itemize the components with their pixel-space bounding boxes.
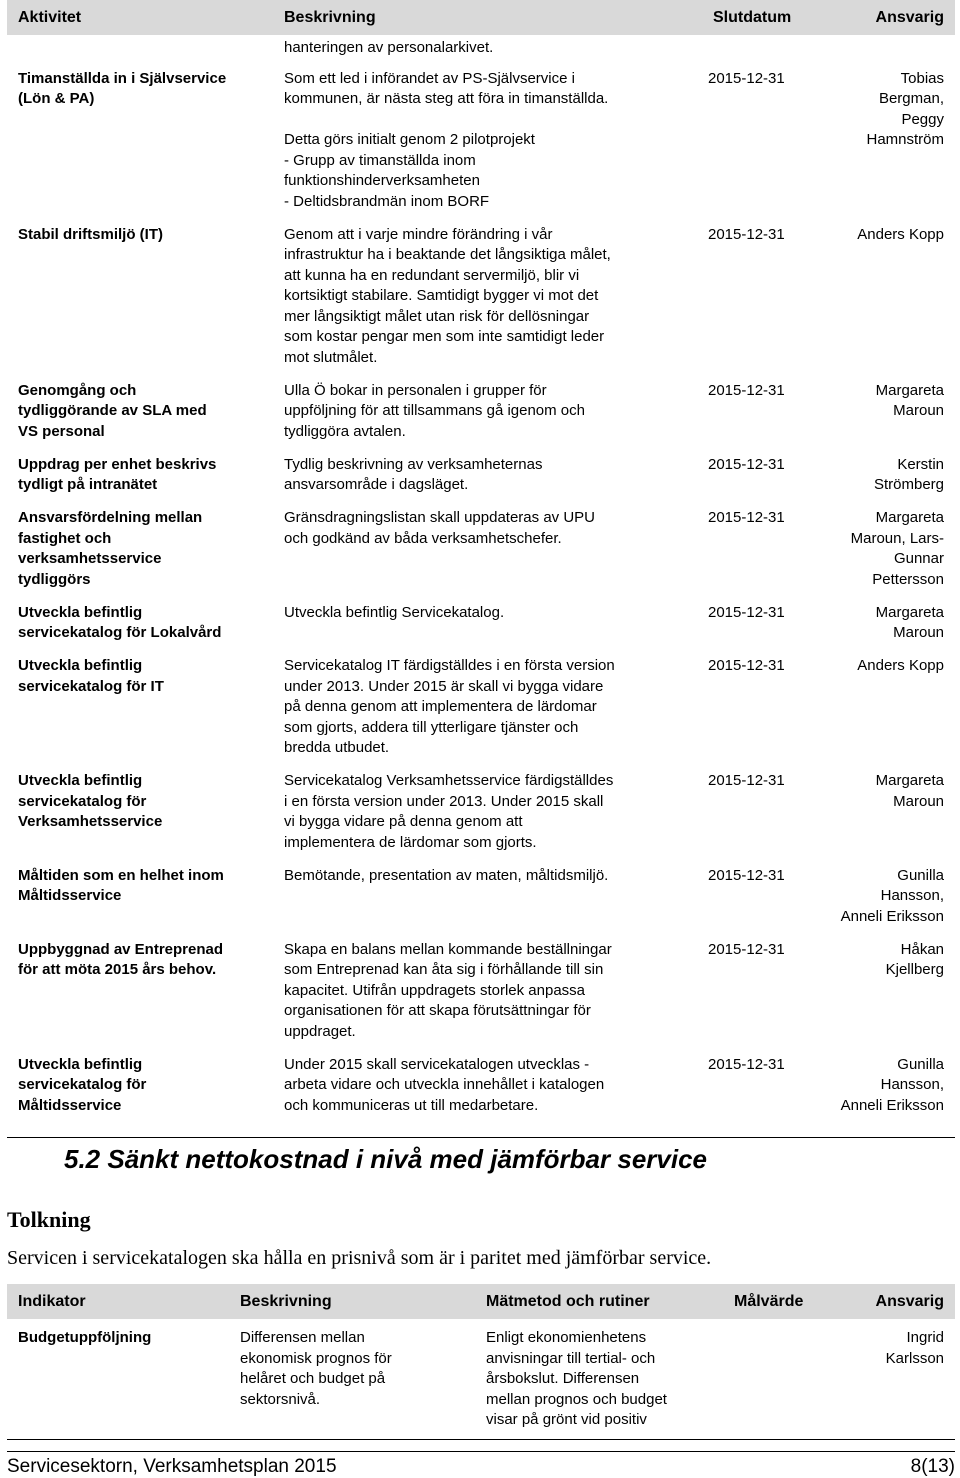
method-cell: Enligt ekonomienhetens anvisningar till tertial- och årsbokslut. Differensen mellan prognos och budget visar på grönt vid positiv [486, 1329, 667, 1428]
description-cell: Tydlig beskrivning av verksamheternas ansvarsområde i dagsläget. [284, 455, 543, 493]
activity-table [7, 0, 955, 1138]
table-row [7, 866, 955, 928]
description-cell: Ulla Ö bokar in personalen i grupper för uppföljning för att tillsammans gå igenom och tydliggöra avtalen. [284, 381, 585, 440]
end-date-cell: 2015-12-31 [708, 866, 785, 884]
responsible-cell: Anders Kopp [857, 657, 944, 674]
description-cell: Som ett led i införandet av PS-Självservice i kommunen, är nästa steg att föra in timanställda. Detta görs initialt genom 2 pilotprojekt - Grupp av timanställda inom funktionshinderverksamheten - Deltidsbrandmän inom BORF [284, 69, 609, 210]
header-indicator: Indikator [18, 1292, 86, 1310]
end-date-cell: 2015-12-31 [708, 225, 785, 243]
header-responsible: Ansvarig [875, 8, 944, 26]
activity-cell: Måltiden som en helhet inom Måltidsservice [18, 866, 224, 904]
table-row [7, 225, 955, 369]
header-method: Mätmetod och rutiner [486, 1292, 650, 1310]
activity-table-body [7, 38, 955, 1138]
table-row [7, 656, 955, 759]
indicator-table-body [7, 1319, 955, 1440]
target-cell [734, 1328, 834, 1431]
activity-cell: Utveckla befintlig servicekatalog för IT [18, 657, 164, 695]
table-row [7, 381, 955, 443]
description-cell: Bemötande, presentation av maten, måltidsmiljö. [284, 866, 609, 884]
description-cell: Differensen mellan ekonomisk prognos för helåret och budget på sektorsnivå. [240, 1329, 392, 1408]
indicator-cell: Budgetuppföljning [18, 1329, 152, 1346]
table-row [7, 1328, 955, 1431]
footer-page-number: 8(13) [910, 1456, 955, 1477]
responsible-cell: Gunilla Hansson, Anneli Eriksson [840, 866, 944, 925]
description-cell: Servicekatalog IT färdigställdes i en första version under 2013. Under 2015 är skall vi bygga vidare på denna genom att implementera de lärdomar som gjorts, addera till ytterligare tjänster och bredda utbudet. [284, 657, 615, 756]
responsible-cell: Tobias Bergman, Peggy Hamnström [866, 69, 944, 148]
header-end-date: Slutdatum [713, 8, 792, 26]
responsible-cell: Håkan Kjellberg [885, 940, 944, 978]
header-target: Målvärde [734, 1292, 804, 1310]
section-text: Servicen i servicekatalogen ska hålla en prisnivå som är i paritet med jämförbar service. [7, 1247, 712, 1269]
responsible-cell: Margareta Maroun [875, 603, 944, 641]
end-date-cell: 2015-12-31 [708, 657, 785, 674]
end-date-cell: 2015-12-31 [708, 69, 785, 87]
description-cell: Gränsdragningslistan skall uppdateras av UPU och godkänd av båda verksamhetschefer. [284, 509, 595, 547]
activity-cell: Utveckla befintlig servicekatalog för Lokalvård [18, 603, 222, 641]
description-cell: Utveckla befintlig Servicekatalog. [284, 603, 505, 621]
activity-cell: Genomgång och tydliggörande av SLA med VS personal [18, 381, 207, 440]
header-description: Beskrivning [284, 8, 376, 26]
table-row [7, 508, 955, 590]
activity-cell: Uppbyggnad av Entreprenad för att möta 2015 års behov. [18, 940, 224, 978]
table-row [7, 1055, 955, 1117]
table-row [7, 455, 955, 496]
activity-cell: Timanställda in i Självservice (Lön & PA) [18, 69, 227, 107]
end-date-cell: 2015-12-31 [708, 455, 785, 473]
continued-description: hanteringen av personalarkivet. [284, 39, 494, 56]
indicator-table-header [7, 1284, 955, 1319]
end-date-cell: 2015-12-31 [708, 603, 785, 621]
responsible-cell: Ingrid Karlsson [885, 1329, 944, 1367]
header-responsible: Ansvarig [875, 1292, 944, 1310]
activity-cell: Utveckla befintlig servicekatalog för Måltidsservice [18, 1055, 147, 1114]
description-cell: Under 2015 skall servicekatalogen utvecklas - arbeta vidare och utveckla innehållet i katalogen och kommuniceras ut till medarbetare. [284, 1055, 605, 1114]
section-heading: 5.2 Sänkt nettokostnad i nivå med jämförbar service [64, 1144, 708, 1174]
responsible-cell: Margareta Maroun, Lars- Gunnar Pettersson [850, 509, 944, 588]
end-date-cell: 2015-12-31 [708, 509, 785, 526]
activity-cell: Uppdrag per enhet beskrivs tydligt på intranätet [18, 455, 217, 493]
indicator-table [7, 1284, 955, 1440]
activity-cell: Stabil driftsmiljö (IT) [18, 225, 163, 243]
end-date-cell: 2015-12-31 [708, 940, 785, 958]
header-description: Beskrivning [240, 1292, 332, 1310]
activity-cell: Utveckla befintlig servicekatalog för Verksamhetsservice [18, 772, 163, 830]
description-cell: Skapa en balans mellan kommande beställningar som Entreprenad kan åta sig i förhållande till sin kapacitet. Utifrån uppdragets storlek anpassa organisationen för att skapa förutsättningar för uppdraget. [284, 940, 612, 1040]
table-row [7, 69, 955, 213]
header-activity: Aktivitet [18, 8, 82, 26]
description-cell: Servicekatalog Verksamhetsservice färdigställdes i en första version under 2013. Under 2015 skall vi bygga vidare på denna genom att implementera de lärdomar som gjorts. [284, 772, 614, 851]
activity-rows [7, 69, 955, 1117]
responsible-cell: Margareta Maroun [875, 772, 944, 810]
table-row [7, 940, 955, 1043]
end-date-cell: 2015-12-31 [708, 772, 785, 789]
activity-table-header [7, 0, 955, 35]
section-subheading: Tolkning [7, 1207, 91, 1232]
footer-document-title: Servicesektorn, Verksamhetsplan 2015 [7, 1456, 337, 1477]
continued-text [7, 38, 955, 59]
responsible-cell: Kerstin Strömberg [873, 455, 944, 493]
activity-cell: Ansvarsfördelning mellan fastighet och verksamhetsservice tydliggörs [18, 509, 203, 588]
end-date-cell: 2015-12-31 [708, 1055, 785, 1073]
end-date-cell: 2015-12-31 [708, 381, 785, 399]
footer-divider [7, 1451, 955, 1452]
table-row [7, 603, 955, 644]
description-cell: Genom att i varje mindre förändring i vår infrastruktur ha i beaktande det långsiktiga målet, att kunna ha en redundant servermiljö, blir vi kortsiktigt stabilare. Samtidigt bygger vi mot det mer långsiktigt målet utan risk för dellösningar som kostar pengar men som inte samtidigt leder mot slutmålet. [284, 225, 611, 366]
table-row [7, 771, 955, 853]
responsible-cell: Margareta Maroun [875, 381, 944, 419]
responsible-cell: Gunilla Hansson, Anneli Eriksson [840, 1055, 944, 1114]
responsible-cell: Anders Kopp [857, 225, 944, 243]
